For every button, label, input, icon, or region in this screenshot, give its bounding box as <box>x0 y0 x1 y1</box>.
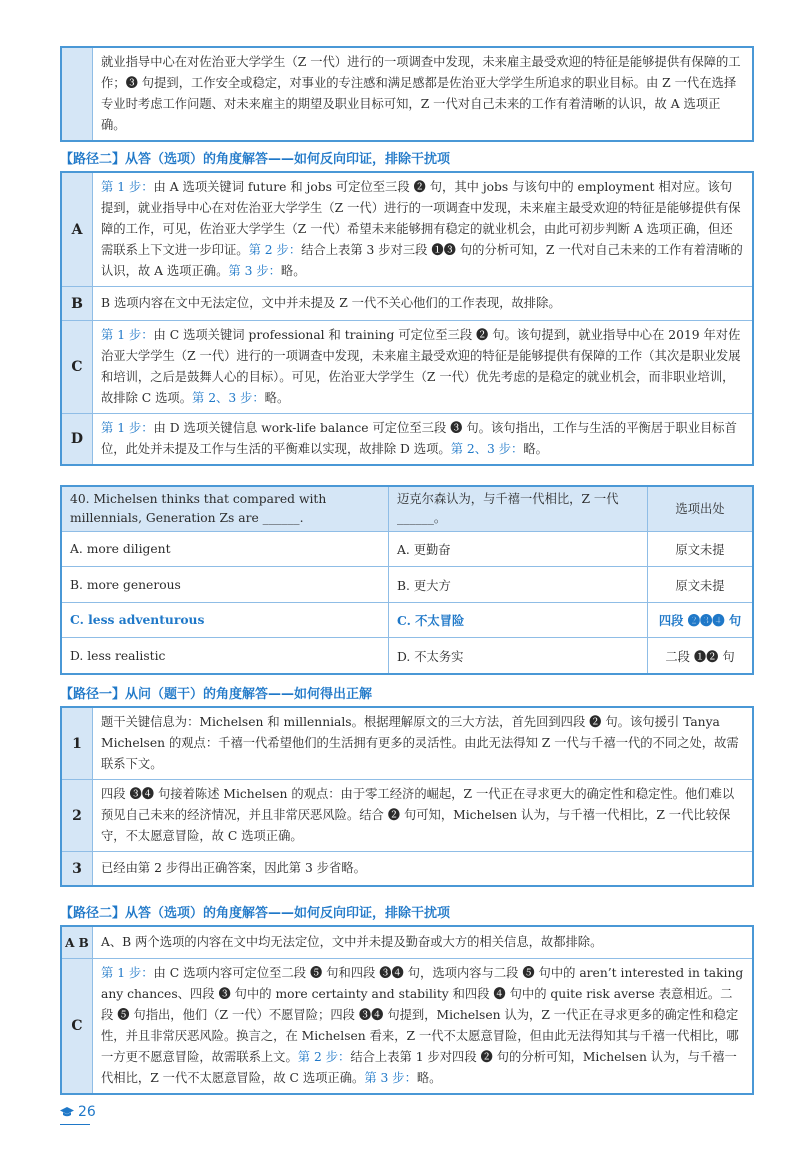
option-source: 原文未提 <box>648 532 754 567</box>
option-c-row-correct <box>61 602 753 637</box>
option-row-d <box>62 413 752 464</box>
option-en: A. more diligent <box>61 532 389 567</box>
option-b-row <box>61 567 753 602</box>
row-label <box>62 48 93 140</box>
option-row-c <box>62 320 752 413</box>
option-c2-explanation: 第 1 步：由 C 选项内容可定位至二段 ❺ 句和四段 ❸❹ 句，选项内容与二段 ❺ 句中的 aren’t interested in taking any chances、四段 ❸ 句中的 more certainty and stability 和四段 ❹ 句中的 quite risk averse 表意相近。二段 ❺ 句指出，他们（Z 一代）不愿冒险；四段 ❸❹ 句提到，Michelsen 认为，Z 一代正在寻求更多的确定性和稳定性，并且非常厌恶风险。换言之，在 Michelsen 看来，Z 一代不太愿意冒险，但由此无法得知其与千禧一代相比，哪一方更不愿意冒险，故需联系上文。第 2 步：结合上表第 1 步对四段 ❷ 句的分析可知，Michelsen 认为，与千禧一代相比，Z 一代不太愿意冒险，故 C 选项正确。第 3 步：略。 <box>101 966 744 1085</box>
step-row-2 <box>62 779 752 851</box>
source-header: 选项出处 <box>648 486 754 532</box>
option-source: 原文未提 <box>648 567 754 602</box>
path1-header: 【路径一】从问（题干）的角度解答——如何得出正解 <box>60 687 373 702</box>
row-label: A <box>62 173 93 286</box>
option-zh: A. 更勤奋 <box>389 532 648 567</box>
path2-header-b: 【路径二】从答（选项）的角度解答——如何反向印证，排除干扰项 <box>60 906 451 921</box>
row-label: 3 <box>62 852 93 885</box>
path1-table <box>60 706 754 887</box>
row-label: B <box>62 287 93 320</box>
page-footer <box>60 1104 96 1120</box>
step-1-text: 题干关键信息为：Michelsen 和 millennials。根据理解原文的三大方法，首先回到四段 ❷ 句。该句援引 Tanya Michelsen 的观点：千禧一代希望他们的生活拥有更多的灵活性。由此无法得知 Z 一代与千禧一代的不同之处，故需联系下文。 <box>101 715 739 771</box>
option-d-explanation: 第 1 步：由 D 选项关键信息 work-life balance 可定位至三段 ❸ 句。该句指出，工作与生活的平衡居于职业目标首位，此处并未提及工作与生活的平衡难以实现，故排除 D 选项。第 2、3 步：略。 <box>101 421 737 456</box>
top-explanation-text: 就业指导中心在对佐治亚大学学生（Z 一代）进行的一项调查中发现，未来雇主最受欢迎的特征是能够提供有保障的工作；❸ 句提到，工作安全或稳定，对事业的专注感和满足感都是佐治亚大学学生所追求的职业目标。由 Z 一代在选择专业时考虑工作问题、对未来雇主的期望及职业目标可知，Z 一代对自己未来的工作有着清晰的认识，故 A 选项正确。 <box>101 55 741 132</box>
option-row-a <box>62 173 752 286</box>
option-zh: D. 不太务实 <box>389 638 648 674</box>
question-en: 40. Michelsen thinks that compared with millennials, Generation Zs are ______. <box>61 486 389 532</box>
option-source: 四段 ❷❸❹ 句 <box>648 602 754 637</box>
path2-header-a: 【路径二】从答（选项）的角度解答——如何反向印证，排除干扰项 <box>60 152 451 167</box>
option-zh: C. 不太冒险 <box>389 602 648 637</box>
row-label: 1 <box>62 708 93 779</box>
option-a-row <box>61 532 753 567</box>
top-explanation-box <box>60 46 754 142</box>
option-row-ab <box>62 927 752 958</box>
footer-underline <box>60 1124 90 1125</box>
option-zh: B. 更大方 <box>389 567 648 602</box>
option-ab-explanation: A、B 两个选项的内容在文中均无法定位，文中并未提及勤奋或大方的相关信息，故都排除。 <box>101 935 603 949</box>
option-en: D. less realistic <box>61 638 389 674</box>
option-b-explanation: B 选项内容在文中无法定位，文中并未提及 Z 一代不关心他们的工作表现，故排除。 <box>101 296 561 310</box>
option-c-explanation: 第 1 步：由 C 选项关键词 professional 和 training 可定位至三段 ❷ 句。该句提到，就业指导中心在 2019 年对佐治亚大学学生（Z 一代）进行的一项调查中发现，未来雇主最受欢迎的特征是能够提供有保障的工作（其次是职业发展和培训，之后是鼓舞人心的目标）。可见，佐治亚大学学生（Z 一代）优先考虑的是稳定的就业机会，而非职业培训，故排除 C 选项。第 2、3 步：略。 <box>101 328 741 405</box>
step-row-1 <box>62 708 752 779</box>
path2-table-a <box>60 171 754 466</box>
option-d-row <box>61 638 753 674</box>
path2-table-b <box>60 925 754 1095</box>
option-a-explanation: 第 1 步：由 A 选项关键词 future 和 jobs 可定位至三段 ❷ 句，其中 jobs 与该句中的 employment 相对应。该句提到，就业指导中心在对佐治亚大学学生（Z 一代）进行的一项调查中发现，未来雇主最受欢迎的特征是能够提供有保障的工作，可见，佐治亚大学学生（Z 一代）希望未来能够拥有稳定的就业机会，由此可初步判断 A 选项正确，但还需联系上下文进一步印证。第 2 步：结合上表第 3 步对三段 ❶❸ 句的分析可知，Z 一代对自己未来的工作有着清晰的认识，故 A 选项正确。第 3 步：略。 <box>101 180 743 278</box>
row-label: A B <box>62 927 93 958</box>
question-header-row <box>61 486 753 532</box>
graduation-cap-icon <box>60 1106 74 1118</box>
step-3-text: 已经由第 2 步得出正确答案，因此第 3 步省略。 <box>101 861 366 875</box>
row-label: 2 <box>62 780 93 851</box>
row-label: C <box>62 959 93 1093</box>
step-row-3 <box>62 851 752 885</box>
question-zh: 迈克尔森认为，与千禧一代相比，Z 一代______。 <box>389 486 648 532</box>
option-en: B. more generous <box>61 567 389 602</box>
option-row-b <box>62 286 752 320</box>
step-2-text: 四段 ❸❹ 句接着陈述 Michelsen 的观点：由于零工经济的崛起，Z 一代正在寻求更大的确定性和稳定性。他们难以预见自己未来的经济情况，并且非常厌恶风险。结合 ❷ 句可知，Michelsen 认为，与千禧一代相比，Z 一代比较保守，不太愿意冒险，故 C 选项正确。 <box>101 787 735 843</box>
row-label: D <box>62 414 93 464</box>
question-options-table <box>60 485 754 675</box>
option-en: C. less adventurous <box>61 602 389 637</box>
page-number: 26 <box>78 1104 96 1120</box>
option-source: 二段 ❶❷ 句 <box>648 638 754 674</box>
option-row-c2 <box>62 958 752 1093</box>
row-label: C <box>62 321 93 413</box>
